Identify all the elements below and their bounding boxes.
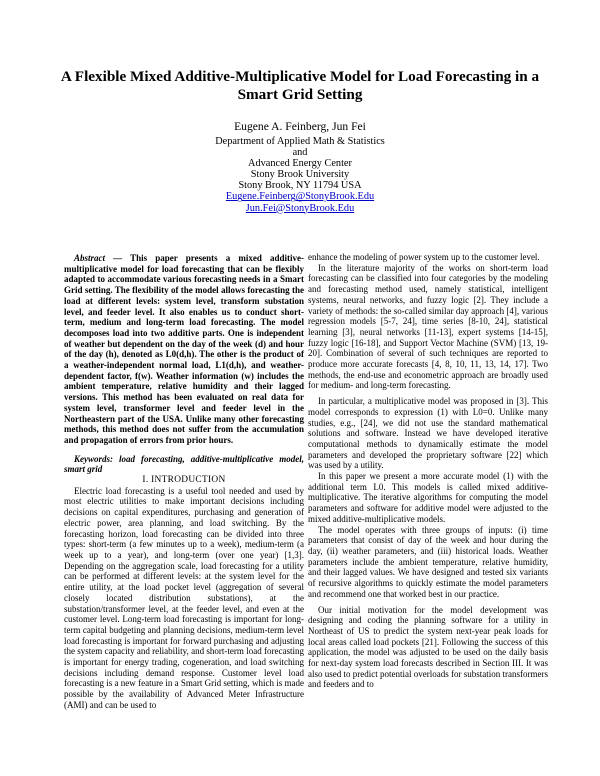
paragraph: In this paper we present a more accurate model (1) with the additional term L0. This models is called mixed additive-multiplicative. The iterative algorithms for computing the model parameters and software for additive model were adjusted to the mixed additive-multiplicative models. xyxy=(308,471,548,524)
abstract-label: Abstract xyxy=(74,253,106,263)
paragraph: Our initial motivation for the model development was designing and coding the planning software for a utility in Northeast of US to predict the system next-year peak loads for local areas called load pockets [21]. Following the success of this application, the model was adjusted to be used on the daily basis for next-day system load forecasts described in Section III. It was also used to predict potential overloads for substation transformers and feeders and to xyxy=(308,604,548,690)
abstract xyxy=(64,253,304,446)
paper-title: A Flexible Mixed Additive-Multiplicative Model for Load Forecasting in a Smart Grid Setting xyxy=(60,68,540,103)
affiliation-line: Stony Brook, NY 11794 USA xyxy=(238,180,362,192)
keywords-text: load forecasting, additive-multiplicative model, smart grid xyxy=(64,453,304,475)
affiliation-line: Advanced Energy Center xyxy=(248,158,352,170)
affiliation-line: Department of Applied Math & Statistics xyxy=(215,136,385,147)
email-link[interactable]: Jun.Fei@StonyBrook.Edu xyxy=(245,202,355,214)
paragraph: enhance the modeling of power system up to the customer level. xyxy=(308,252,540,262)
paragraph: The model operates with three groups of inputs: (i) time parameters that consist of day of the week and hour during the day, (ii) weather parameters, and (iii) historical loads. Weather parameters include the ambient temperature, relative humidity, and their lagged values. We have designed and tested six variants of recursive algorithms to quickly estimate the model parameters and recommend one that worked best in our practice. xyxy=(308,524,548,599)
right-column xyxy=(308,252,548,690)
affiliation-line: and xyxy=(292,147,308,159)
section-heading: I. INTRODUCTION xyxy=(142,475,226,486)
paragraph: Electric load forecasting is a useful tool needed and used by most electric utilities to make important decisions including decisions on capital expenditures, purchasing and generation of electric power, area planning, and load switching. By the forecasting horizon, load forecasting can be divided into three types: short-term (a few minutes up to a week), medium-term (a week up to a year), and long-term (over one year) [1,3]. Depending on the aggregation scale, load forecasting for a utility can be performed at different levels: at the system level for the entire utility, at the load pocket level (aggregation of several closely located distribution substations), at the substation/transformer level, at the feeder level, and even at the customer level. Long-term load forecasting is important for long-term capital budgeting and planning decisions, medium-term level load forecasting is important for forward purchasing and adjusting the system capacity and reliability, and short-term load forecasting is important for energy trading, cogeneration, and load switching decisions including demand response. Customer level load forecasting is a new feature in a Smart Grid setting, which is made possible by the availability of Advanced Meter Infrastructure (AMI) and can be used to xyxy=(64,485,304,710)
affiliation-line: Stony Brook University xyxy=(250,169,350,181)
paragraph: In particular, a multiplicative model was proposed in [3]. This model corresponds to expression (1) with L0=0. Unlike many studies, e.g., [24], we did not use the standard mathematical solutions and software. Instead we have developed iterative computational methods to dynamically estimate the model parameters and developed the proprietary software [22] which was used by a utility. xyxy=(308,396,548,471)
abstract-text: — This paper presents a mixed additive-multiplicative model for load forecasting that can be flexibly adapted to accommodate various forecasting needs in a Smart Grid setting. The flexibility of the model allows forecasting the load at different levels: system level, transform substation level, and feeder level. It also enables us to conduct short-term, medium and long-term load forecasting. The model decomposes load into two additive parts. One is independent of weather but dependent on the day of the week (d) and hour of the day (h), denoted as L0(d,h). The other is the product of a weather-independent normal load, L1(d,h), and weather-dependent factor, f(w). Weather information (w) includes the ambient temperature, relative humidity and their lagged versions. This method has been evaluated on real data for system level, transformer level and feeder level in the Northeastern part of the USA. Unlike many other forecasting methods, this method does not suffer from the accumulation and propagation of errors from prior hours. xyxy=(64,253,304,445)
email-link[interactable]: Eugene.Feinberg@StonyBrook.Edu xyxy=(225,191,375,203)
left-column xyxy=(64,253,304,711)
author-names: Eugene A. Feinberg, Jun Fei xyxy=(234,120,366,133)
keywords xyxy=(64,454,304,475)
paragraph: In the literature majority of the works on short-term load forecasting can be classified into four categories by the modeling and forecasting method used, namely statistical, intelligent systems, neural networks, and fuzzy logic [2]. They include a variety of methods: the so-called similar day approach [4], various regression models [5-7, 24], time series [8-10, 24], statistical learning [3], neural networks [11-13], expert systems [14-15], fuzzy logic [16-18], and Support Vector Machine (SVM) [13, 19- 20]. Combination of several of such techniques are reported to produce more accurate forecasts [4, 8, 10, 11, 13, 14, 17]. Two methods, the end-use and econometric approach are broadly used for medium- and long-term forecasting. xyxy=(308,262,548,391)
author-block xyxy=(50,120,550,214)
keywords-label: Keywords: xyxy=(74,453,113,464)
